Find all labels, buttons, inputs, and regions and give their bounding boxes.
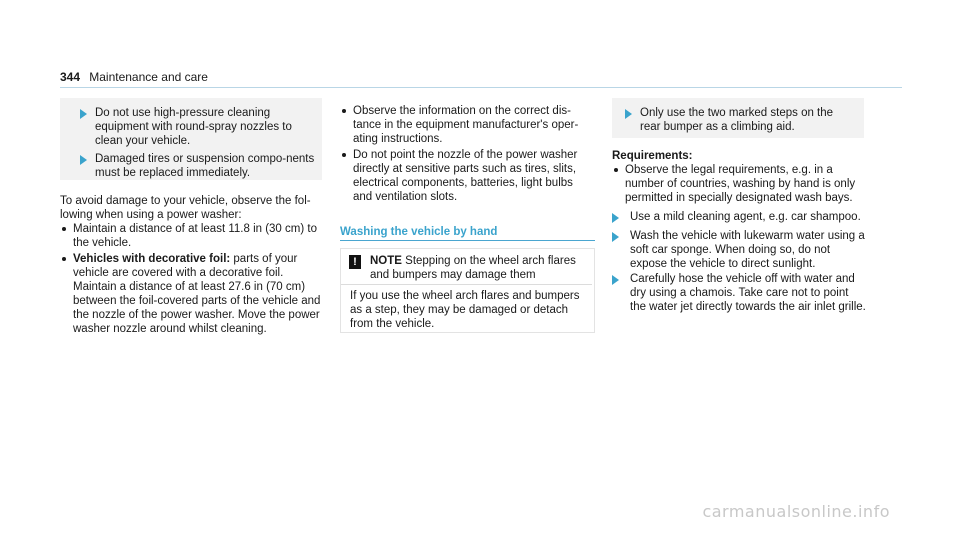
bullet-icon [342,109,346,113]
step-1 [612,210,867,224]
requirements-heading [612,149,693,163]
list-item-bold: Vehicles with decorative foil: [73,253,231,265]
bullet-icon [62,227,66,231]
section-title: Maintenance and care [89,70,208,84]
note-label: NOTE [370,255,402,267]
step-arrow-icon [80,155,87,165]
list-item [340,104,595,146]
distance-list [340,104,595,206]
note-title: Stepping on the wheel arch flares and bumpers may damage them [370,255,576,281]
box-step-1 [80,106,315,148]
step-arrow-icon [612,232,619,242]
intro-text: To avoid damage to your vehicle, observe the fol-lowing when using a power washer: [60,195,311,221]
step-text: Wash the vehicle with lukewarm water using a soft car sponge. When doing so, do not expose the vehicle to direct sunlight. [630,230,865,270]
requirements-heading-text: Requirements: [612,150,693,162]
list-item-text: Do not point the nozzle of the power washer directly at sensitive parts such as tires, slits, electrical components, batteries, light bulbs and ventilation slots. [353,149,578,203]
list-item-text: Observe the information on the correct dis-tance in the equipment manufacturer's oper-ating instructions. [353,105,579,145]
heading-rule [340,240,595,241]
step-text: Damaged tires or suspension compo-nents must be replaced immediately. [95,153,315,179]
list-item [340,148,595,204]
list-item [612,163,872,205]
list-item-text: Observe the legal requirements, e.g. in a number of countries, washing by hand is only permitted in specially designated wash bays. [625,164,856,204]
list-item [60,222,322,250]
step-text: Do not use high-pressure cleaning equipment with round-spray nozzles to clean your vehicle. [95,107,292,147]
note-body [350,289,585,331]
note-divider [341,284,592,285]
section-heading-text: Washing the vehicle by hand [340,226,498,238]
warning-icon: ! [349,255,361,269]
power-washer-list [60,222,322,338]
box-step-2 [80,152,315,180]
step-text: Use a mild cleaning agent, e.g. car shampoo. [630,211,861,223]
page-number: 344 [60,70,81,84]
list-item-text: parts of your vehicle are covered with a decorative foil. Maintain a distance of at least 27.6 in (70 cm) between the foil-covered parts of the vehicle and the nozzle of the power washer. Move the power washer nozzle around whilst cleaning. [73,253,321,335]
list-item-text: Maintain a distance of at least 11.8 in (30 cm) to the vehicle. [73,223,317,249]
step-arrow-icon [625,109,632,119]
note-body-text: If you use the wheel arch flares and bumpers as a step, they may be damaged or detach from the vehicle. [350,290,580,330]
requirements-list [612,163,872,207]
list-item [60,252,322,336]
note-heading [370,254,585,282]
watermark: carmanualsonline.info [702,502,890,521]
bullet-icon [62,257,66,261]
step-arrow-icon [80,109,87,119]
step-arrow-icon [612,213,619,223]
step-text: Only use the two marked steps on the rear bumper as a climbing aid. [640,107,834,133]
step-2 [612,229,867,271]
step-3 [612,272,867,314]
intro-paragraph [60,194,322,222]
bullet-icon [342,153,346,157]
header-divider [60,87,902,88]
bullet-icon [614,168,618,172]
box-step [625,106,855,134]
section-heading [340,225,595,239]
step-text: Carefully hose the vehicle off with water and dry using a chamois. Take care not to point the water jet directly towards the air inlet grille. [630,273,866,313]
step-arrow-icon [612,275,619,285]
